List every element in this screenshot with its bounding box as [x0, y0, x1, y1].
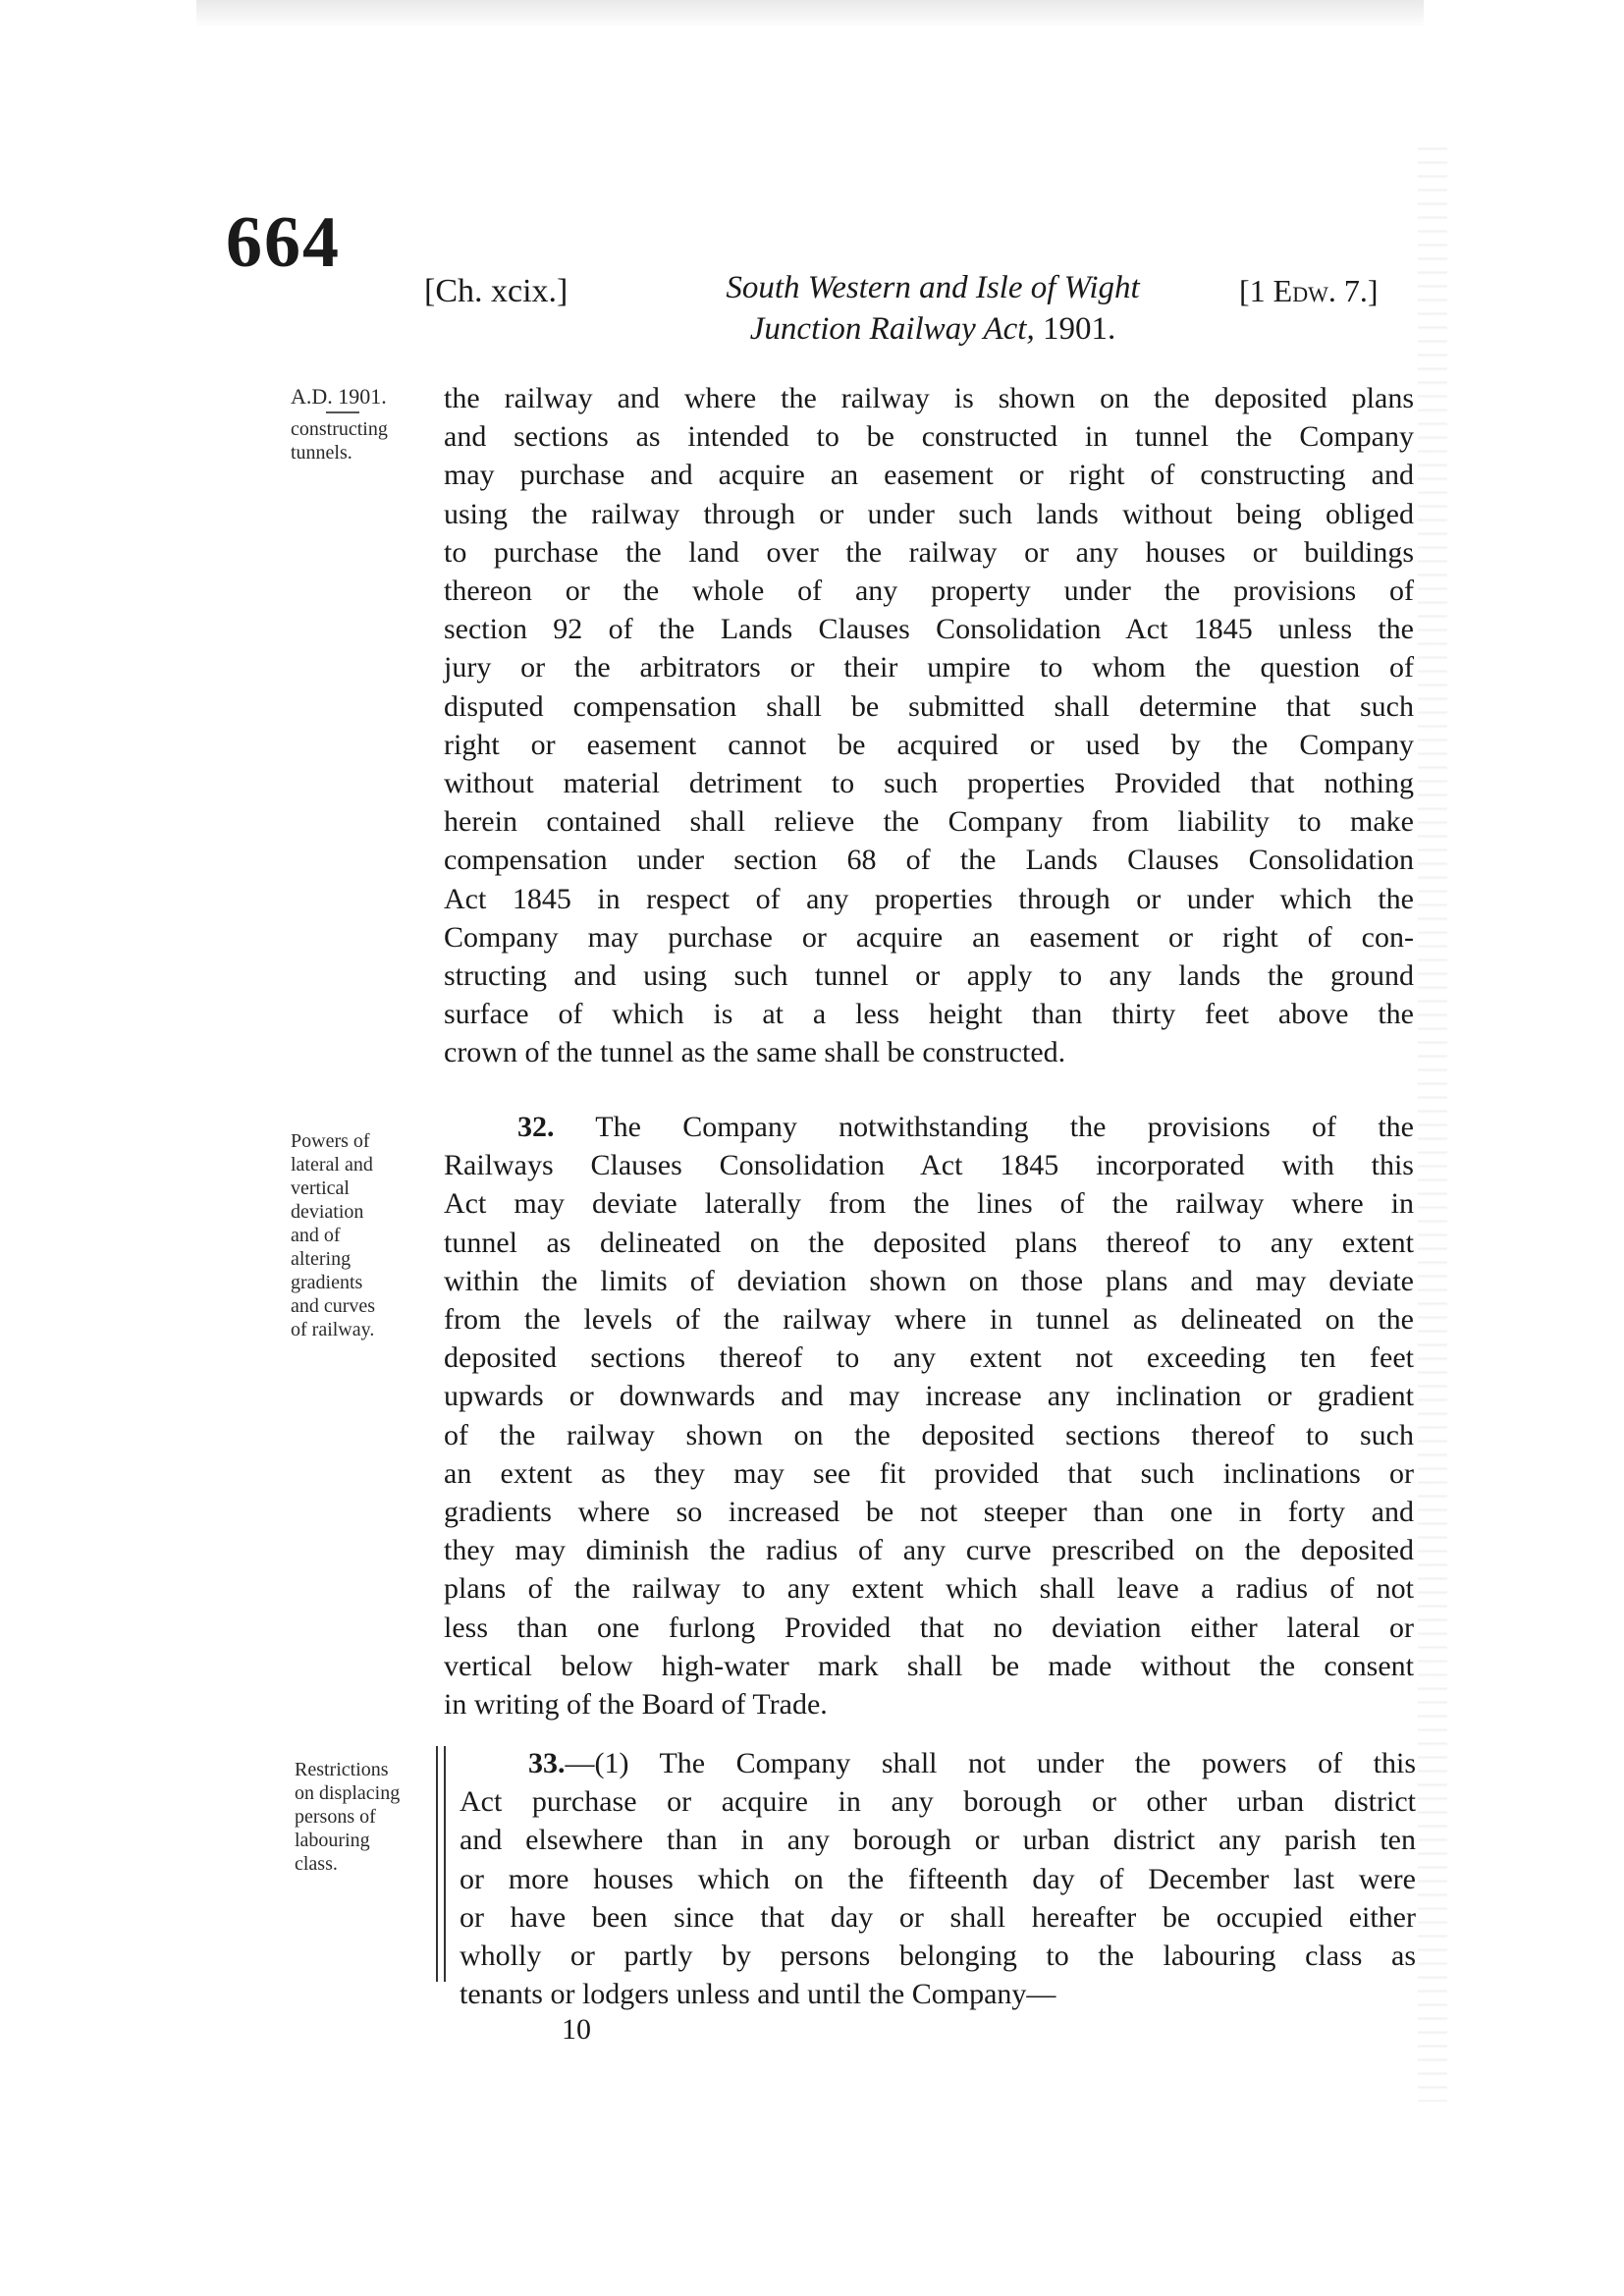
- margin-note-constructing-tunnels: [291, 385, 433, 465]
- text-line: less than one furlong Provided that no deviation either lateral or: [444, 1611, 1414, 1644]
- section-first-line: [444, 1108, 1414, 1146]
- margin-note-line: on displacing: [295, 1782, 401, 1804]
- margin-note-powers-of-deviation: [291, 1129, 433, 1341]
- text-line: vertical below high-water mark shall be made without the consent: [444, 1649, 1414, 1682]
- text-line: or more houses which on the fifteenth day of December last were: [460, 1862, 1416, 1895]
- running-title: [677, 267, 1188, 350]
- text-line: section 92 of the Lands Clauses Consolidation Act 1845 unless the: [444, 613, 1414, 646]
- margin-note-line: Restrictions: [295, 1759, 389, 1780]
- text-line: Company may purchase or acquire an easement or right of con-: [444, 920, 1414, 954]
- text-line: to purchase the land over the railway or any houses or buildings: [444, 535, 1414, 569]
- text-line: plans of the railway to any extent which shall leave a radius of not: [444, 1572, 1414, 1606]
- text-line: thereon or the whole of any property under the provisions of: [444, 574, 1414, 608]
- text-line: Act 1845 in respect of any properties through or under which the: [444, 882, 1414, 915]
- page-number: 664: [226, 202, 341, 283]
- text-line: compensation under section 68 of the Lands Clauses Consolidation: [444, 844, 1414, 877]
- section-first-line: [460, 1744, 1416, 1782]
- text-line: herein contained shall relieve the Company from liability to make: [444, 805, 1414, 839]
- text-line: crown of the tunnel as the same shall be constructed.: [444, 1036, 1066, 1069]
- margin-note-line: and curves: [291, 1295, 376, 1317]
- section-33: [460, 1744, 1416, 2013]
- margin-note-line: tunnels.: [291, 442, 352, 464]
- margin-note-line: and of: [291, 1225, 341, 1246]
- text-line: or have been since that day or shall hereafter be occupied either: [460, 1900, 1416, 1934]
- margin-note-restrictions: [295, 1758, 437, 1876]
- text-line: and sections as intended to be constructed in tunnel the Company: [444, 420, 1414, 454]
- paragraph-continued: [444, 379, 1414, 1072]
- text-line: of the railway shown on the deposited sections thereof to such: [444, 1418, 1414, 1451]
- margin-note-line: of railway.: [291, 1319, 375, 1340]
- text-line: Act purchase or acquire in any borough or other urban district: [460, 1785, 1416, 1819]
- text-line: Railways Clauses Consolidation Act 1845 incorporated with this: [444, 1149, 1414, 1182]
- margin-note-line: deviation: [291, 1201, 364, 1223]
- margin-note-line: Powers of: [291, 1130, 370, 1152]
- margin-note-line: constructing: [291, 418, 388, 440]
- margin-note-line: vertical: [291, 1177, 350, 1199]
- text-line: structing and using such tunnel or apply to any lands the ground: [444, 959, 1414, 993]
- margin-amendment-bar: [436, 1746, 446, 1982]
- margin-note-line: lateral and: [291, 1154, 373, 1175]
- text-line: the railway and where the railway is shown on the deposited plans: [444, 382, 1414, 414]
- section-32: [444, 1108, 1414, 1723]
- text-line: tenants or lodgers unless and until the Company—: [460, 1978, 1056, 2011]
- text-line: upwards or downwards and may increase any inclination or gradient: [444, 1380, 1414, 1413]
- text-line: they may diminish the radius of any curve prescribed on the deposited: [444, 1534, 1414, 1567]
- text-line: using the railway through or under such lands without being obliged: [444, 497, 1414, 530]
- running-title-year: 1901.: [1042, 311, 1116, 347]
- text-line: disputed compensation shall be submitted shall determine that such: [444, 689, 1414, 723]
- text-line: without material detriment to such properties Provided that nothing: [444, 767, 1414, 800]
- margin-note-line: gradients: [291, 1272, 363, 1293]
- text-line: within the limits of deviation shown on those plans and may deviate: [444, 1264, 1414, 1297]
- running-title-line2: Junction Railway Act,: [749, 311, 1035, 347]
- section-number: 32.: [517, 1111, 555, 1143]
- text-line: right or easement cannot be acquired or used by the Company: [444, 728, 1414, 761]
- margin-note-line: persons of: [295, 1806, 376, 1828]
- signature-mark: 10: [562, 2013, 591, 2046]
- text-line: in writing of the Board of Trade.: [444, 1688, 828, 1722]
- scan-shadow: [196, 0, 1424, 27]
- text-line: jury or the arbitrators or their umpire to whom the question of: [444, 651, 1414, 684]
- regnal-year: [1 Edw. 7.]: [1239, 273, 1379, 308]
- margin-note-line: labouring: [295, 1830, 370, 1851]
- text-line: The Company notwithstanding the provisions of the: [595, 1111, 1414, 1143]
- scan-edge: [1418, 137, 1447, 2102]
- running-title-line1: South Western and Isle of Wight: [726, 270, 1140, 305]
- text-line: surface of which is at a less height than thirty feet above the: [444, 998, 1414, 1031]
- text-line: Act may deviate laterally from the lines of the railway where in: [444, 1187, 1414, 1221]
- chapter-reference: [Ch. xcix.]: [424, 273, 568, 309]
- text-line: wholly or partly by persons belonging to the labouring class as: [460, 1940, 1416, 1973]
- text-line: deposited sections thereof to any extent not exceeding ten feet: [444, 1341, 1414, 1375]
- text-line: tunnel as delineated on the deposited plans thereof to any extent: [444, 1226, 1414, 1259]
- text-line: may purchase and acquire an easement or right of constructing and: [444, 459, 1414, 492]
- margin-note-line: class.: [295, 1853, 338, 1875]
- ad-year: A.D. 1901.: [291, 384, 387, 409]
- margin-dash: [326, 411, 359, 413]
- text-line: from the levels of the railway where in tunnel as delineated on the: [444, 1303, 1414, 1337]
- text-line: an extent as they may see fit provided that such inclinations or: [444, 1456, 1414, 1490]
- section-number: 33.: [528, 1747, 566, 1779]
- text-line: —(1) The Company shall not under the powers of this: [565, 1747, 1416, 1779]
- text-line: gradients where so increased be not steeper than one in forty and: [444, 1496, 1414, 1529]
- text-line: and elsewhere than in any borough or urban district any parish ten: [460, 1824, 1416, 1857]
- margin-note-line: altering: [291, 1248, 352, 1270]
